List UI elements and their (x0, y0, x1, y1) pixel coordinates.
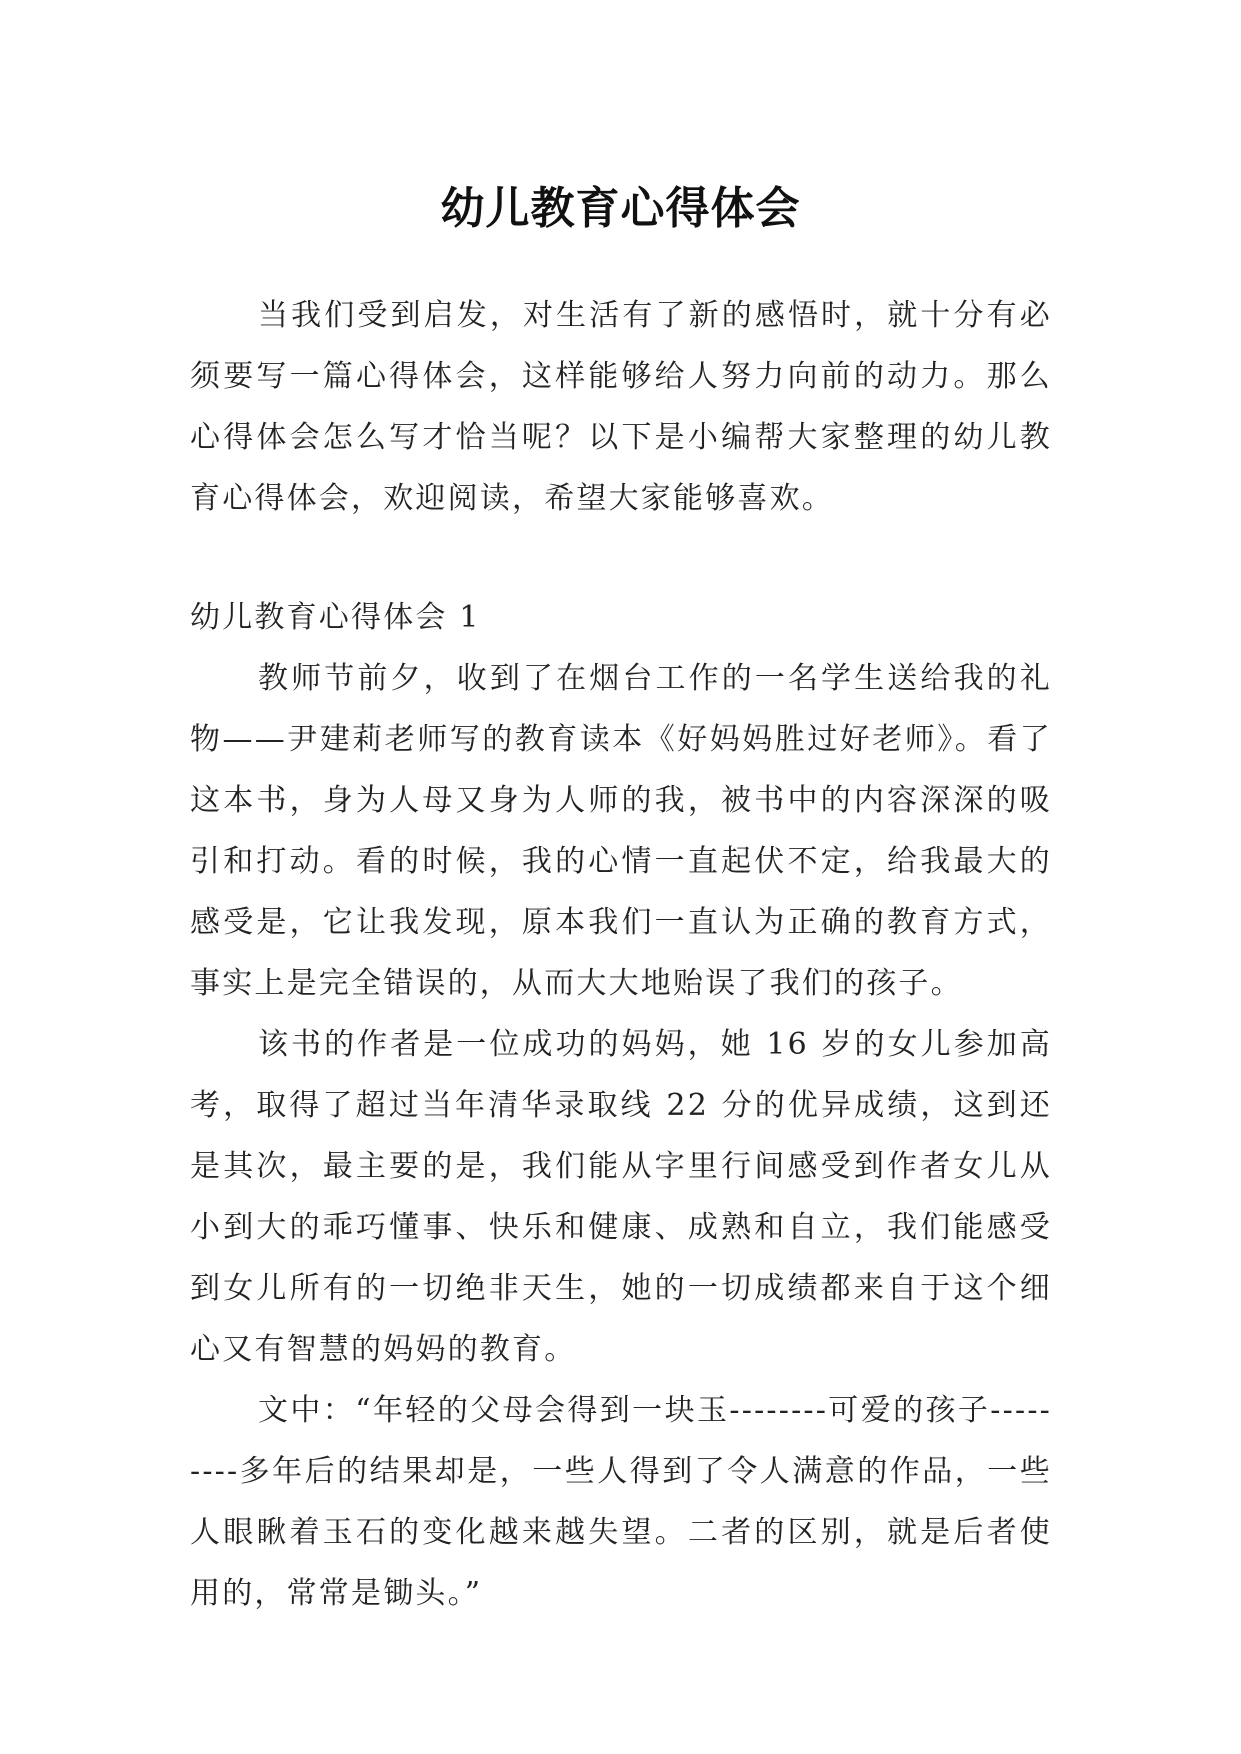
body-paragraph-2: 该书的作者是一位成功的妈妈，她 16 岁的女儿参加高考，取得了超过当年清华录取线 22 分的优异成绩，这到还是其次，最主要的是，我们能从字里行间感受到作者女儿从小到大的乖巧懂事、快乐和健康、成熟和自立，我们能感受到女儿所有的一切绝非天生，她的一切成绩都来自于这个细心又有智慧的妈妈的教育。 (190, 1027, 1052, 1367)
section-heading: 幼儿教育心得体会 1 (190, 600, 481, 635)
document-body (190, 285, 1052, 1624)
body-paragraph-1: 教师节前夕，收到了在烟台工作的一名学生送给我的礼物——尹建莉老师写的教育读本《好妈妈胜过好老师》。看了这本书，身为人母又身为人师的我，被书中的内容深深的吸引和打动。看的时候，我的心情一直起伏不定，给我最大的感受是，它让我发现，原本我们一直认为正确的教育方式，事实上是完全错误的，从而大大地贻误了我们的孩子。 (190, 661, 1052, 1001)
body-paragraph-3: 文中：“年轻的父母会得到一块玉--------可爱的孩子---------多年后的结果却是，一些人得到了令人满意的作品，一些人眼瞅着玉石的变化越来越失望。二者的区别，就是后者使用的，常常是锄头。” (190, 1393, 1052, 1611)
intro-paragraph: 当我们受到启发，对生活有了新的感悟时，就十分有必须要写一篇心得体会，这样能够给人努力向前的动力。那么心得体会怎么写才恰当呢？以下是小编帮大家整理的幼儿教育心得体会，欢迎阅读，希望大家能够喜欢。 (190, 298, 1052, 516)
document-title: 幼儿教育心得体会 (440, 183, 801, 235)
